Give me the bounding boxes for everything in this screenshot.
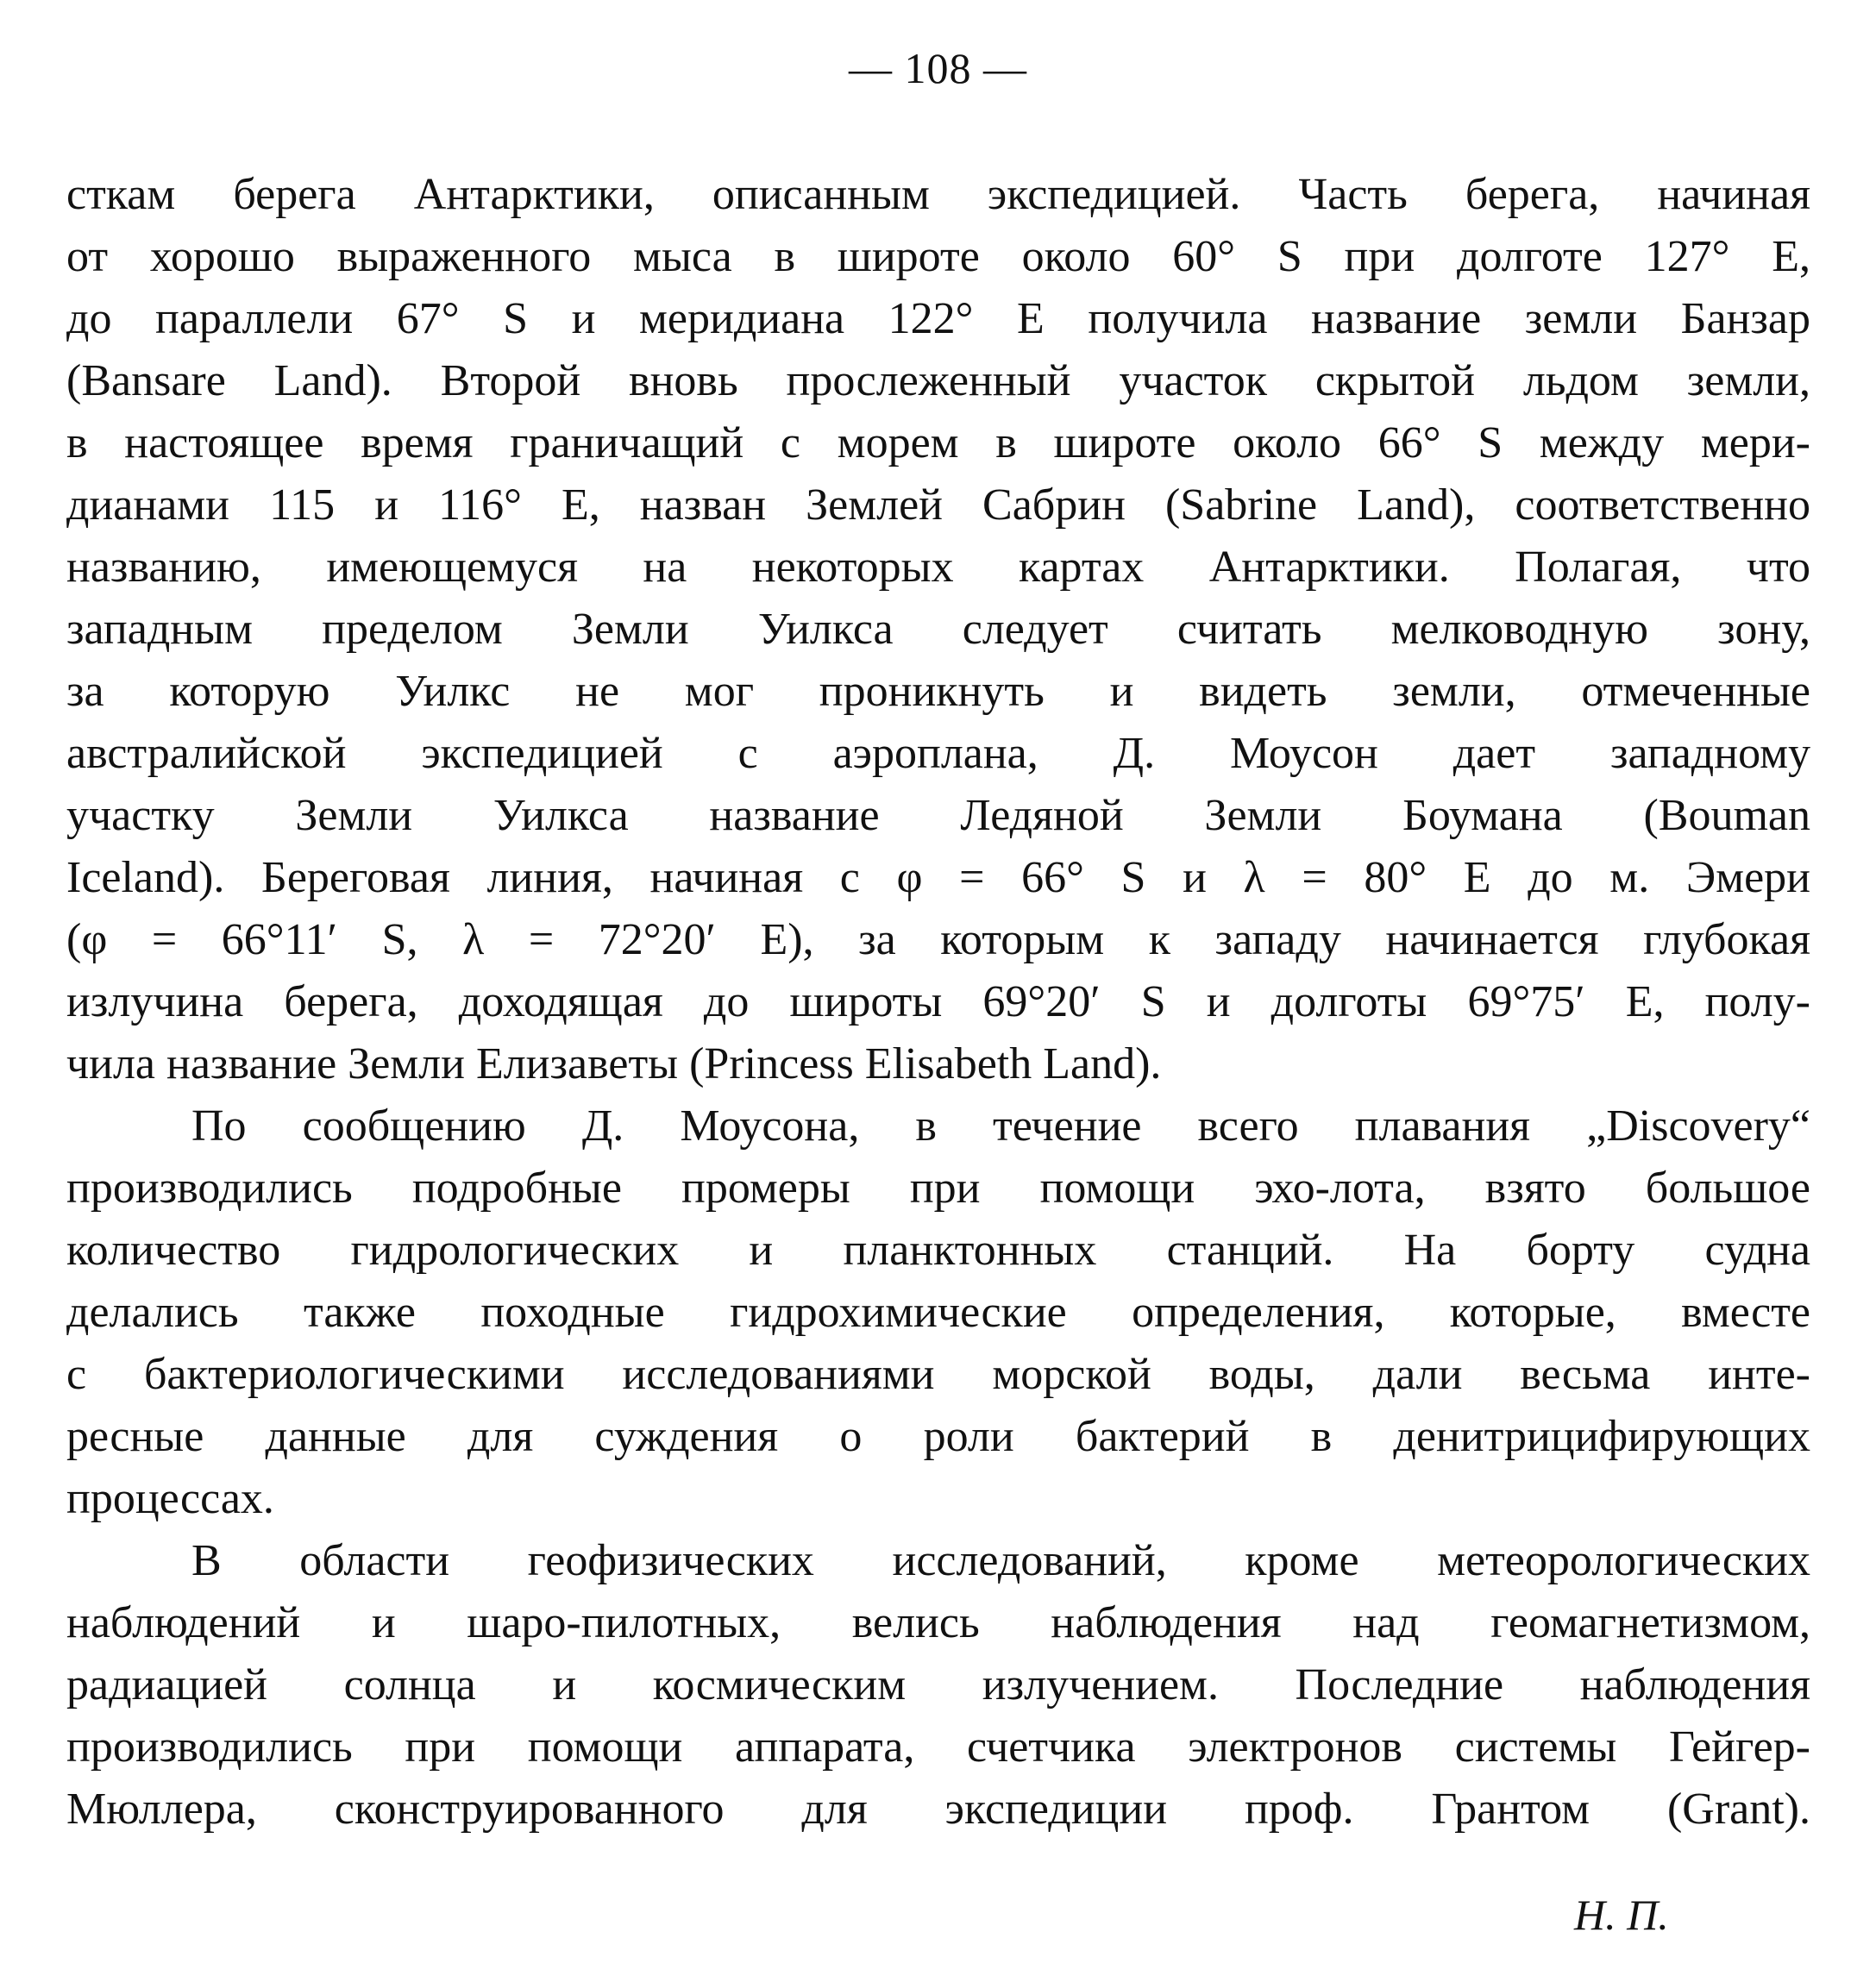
text-line: ресные данные для суждения о роли бактерий в денитрицифирующих (66, 1412, 1810, 1461)
text-line: дианами 115 и 116° E, назван Землей Сабрин (Sabrine Land), соответственно (66, 480, 1810, 530)
paragraph-3 (66, 1530, 1810, 1841)
text-line: чила название Земли Елизаветы (Princess Elisabeth Land). (66, 1039, 1162, 1088)
text-line: производились подробные промеры при помощи эхо-лота, взято большое (66, 1164, 1810, 1213)
page-number: — 108 — (849, 44, 1027, 92)
text-line: излучина берега, доходящая до широты 69°20′ S и долготы 69°75′ E, полу- (66, 977, 1810, 1026)
text-line: (Bansare Land). Второй вновь прослеженный участок скрытой льдом земли, (66, 356, 1810, 405)
text-line: Iceland). Береговая линия, начиная с φ = 66° S и λ = 80° E до м. Эмери (66, 853, 1810, 902)
text-line: (φ = 66°11′ S, λ = 72°20′ E), за которым к западу начинается глубокая (66, 915, 1810, 964)
text-line: процессах. (66, 1474, 274, 1523)
paragraph-1 (66, 164, 1810, 1095)
body-text (66, 164, 1810, 1841)
text-line: радиацией солнца и космическим излучением. Последние наблюдения (66, 1660, 1810, 1709)
paragraph-2 (66, 1095, 1810, 1530)
text-line: в настоящее время граничащий с морем в широте около 66° S между мери- (66, 418, 1810, 467)
text-line: По сообщению Д. Моусона, в течение всего плавания „Discovery“ (191, 1101, 1810, 1151)
text-line: названию, имеющемуся на некоторых картах Антарктики. Полагая, что (66, 543, 1810, 592)
text-line: с бактериологическими исследованиями морской воды, дали весьма инте- (66, 1350, 1810, 1399)
text-line: австралийской экспедицией с аэроплана, Д. Моусон дает западному (66, 729, 1810, 778)
text-line: от хорошо выраженного мыса в широте около 60° S при долготе 127° E, (66, 232, 1810, 281)
text-line: за которую Уилкс не мог проникнуть и видеть земли, отмеченные (66, 667, 1810, 716)
text-line: количество гидрологических и планктонных станций. На борту судна (66, 1226, 1810, 1275)
text-line: производились при помощи аппарата, счетчика электронов системы Гейгер- (66, 1722, 1810, 1772)
text-line: западным пределом Земли Уилкса следует считать мелководную зону, (66, 605, 1810, 654)
text-line: Мюллера, сконструированного для экспедиции проф. Грантом (Grant). (66, 1785, 1810, 1834)
author-initials: Н. П. (1574, 1891, 1669, 1939)
text-line: В области геофизических исследований, кроме метеорологических (191, 1536, 1810, 1585)
text-line: участку Земли Уилкса название Ледяной Земли Боумана (Bouman (66, 791, 1810, 840)
text-line: до параллели 67° S и меридиана 122° E получила название земли Банзар (66, 294, 1810, 343)
text-line: делались также походные гидрохимические определения, которые, вместе (66, 1288, 1810, 1337)
text-line: сткам берега Антарктики, описанным экспедицией. Часть берега, начиная (66, 170, 1810, 219)
text-line: наблюдений и шаро-пилотных, велись наблюдения над геомагнетизмом, (66, 1598, 1810, 1647)
